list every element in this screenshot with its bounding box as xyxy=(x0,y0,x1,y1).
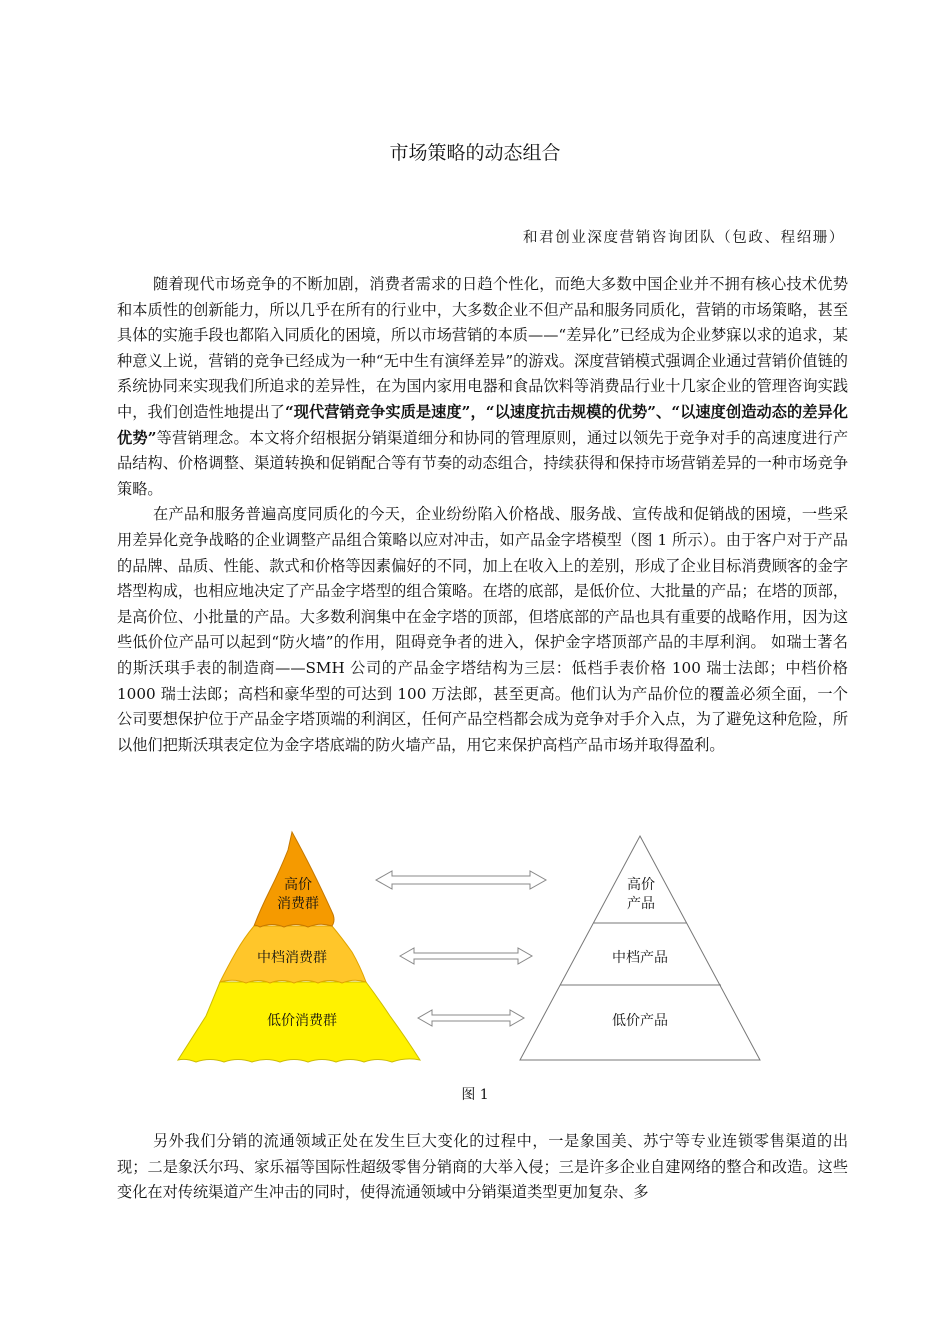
figure-caption: 图 1 xyxy=(461,1087,489,1103)
paragraph-3-text: 另外我们分销的流通领域正处在发生巨大变化的过程中，一是象国美、苏宁等专业连锁零售渠道的出现；二是象沃尔玛、家乐福等国际性超级零售分销商的大举入侵；三是许多企业自建网络的整合和改造。这些变化在对传统渠道产生冲击的同时，使得流通领域中分销渠道类型更加复杂、多 xyxy=(117,1132,848,1202)
high-price-product-label: 高价 产品 xyxy=(627,877,655,912)
paragraph-2: 在产品和服务普遍高度同质化的今天，企业纷纷陷入价格战、服务战、宣传战和促销战的困境，一些采用差异化竞争战略的企业调整产品组合策略以应对冲击，如产品金字塔模型（图 1 所示）。由于客户对于产品的品牌、品质、性能、款式和价格等因素偏好的不同，加上在收入上的差别，形成了企业目标消费顾客的金字塔型构成，也相应地决定了产品金字塔型的组合策略。在塔的底部，是低价位、大批量的产品；在塔的顶部，是高价位、小批量的产品。大多数利润集中在金字塔的顶部，但塔底部的产品也具有重要的战略作用，因为这些低价位产品可以起到“防火墙”的作用，阻碍竞争者的进入，保护金字塔顶部产品的丰厚利润。 如瑞士著名的斯沃琪手表的制造商——SMH 公司的产品金字塔结构为三层：低档手表价格 100 瑞士法郎；中档价格 1000 瑞士法郎；高档和豪华型的可达到 100 万法郎，甚至更高。他们认为产品价位的覆盖必须全面，一个公司要想保护位于产品金字塔顶端的利润区，任何产品空档都会成为竞争对手介入点，为了避免这种危险，所以他们把斯沃琪表定位为金字塔底端的防火墙产品，用它来保护高档产品市场并取得盈利。 xyxy=(117,505,848,754)
paragraph-3 xyxy=(117,1129,848,1206)
paragraph-1 xyxy=(117,272,848,758)
pyramid-figure xyxy=(170,826,770,1066)
high-price-consumer-label: 高价 消费群 xyxy=(277,877,319,912)
arrow-mid xyxy=(400,948,532,964)
mid-price-product-label: 中档产品 xyxy=(612,950,668,966)
arrow-high xyxy=(376,871,546,889)
paragraph-1-text-a: 随着现代市场竞争的不断加剧，消费者需求的日趋个性化，而绝大多数中国企业并不拥有核心技术优势和本质性的创新能力，所以几乎在所有的行业中，大多数企业不但产品和服务同质化，营销的市场策略，甚至具体的实施手段也都陷入同质化的困境，所以市场营销的本质——“差异化”已经成为企业梦寐以求的追求，某种意义上说，营销的竞争已经成为一种“无中生有演绎差异”的游戏。深度营销模式强调企业通过营销价值链的系统协同来实现我们所追求的差异性，在为国内家用电器和食品饮料等消费品行业十几家企业的管理咨询实践中，我们创造性地提出了 xyxy=(117,275,848,421)
paragraph-1-text-c: 等营销理念。本文将介绍根据分销渠道细分和协同的管理原则，通过以领先于竞争对手的高速度进行产品结构、价格调整、渠道转换和促销配合等有节奏的动态组合，持续获得和保持市场营销差异的一种市场竞争策略。 xyxy=(117,428,849,498)
low-price-product-label: 低价产品 xyxy=(612,1013,668,1029)
author-line: 和君创业深度营销咨询团队（包政、程绍珊） xyxy=(523,230,845,246)
paragraph-1-bold: “现代营销竞争实质是速度”，“以速度抗击规模的优势”、“以速度创造动态的差异化优势” xyxy=(117,402,848,447)
arrow-low xyxy=(418,1010,524,1026)
page-title: 市场策略的动态组合 xyxy=(389,142,561,164)
mid-price-consumer-label: 中档消费群 xyxy=(257,950,327,966)
low-price-consumer-label: 低价消费群 xyxy=(267,1013,337,1029)
